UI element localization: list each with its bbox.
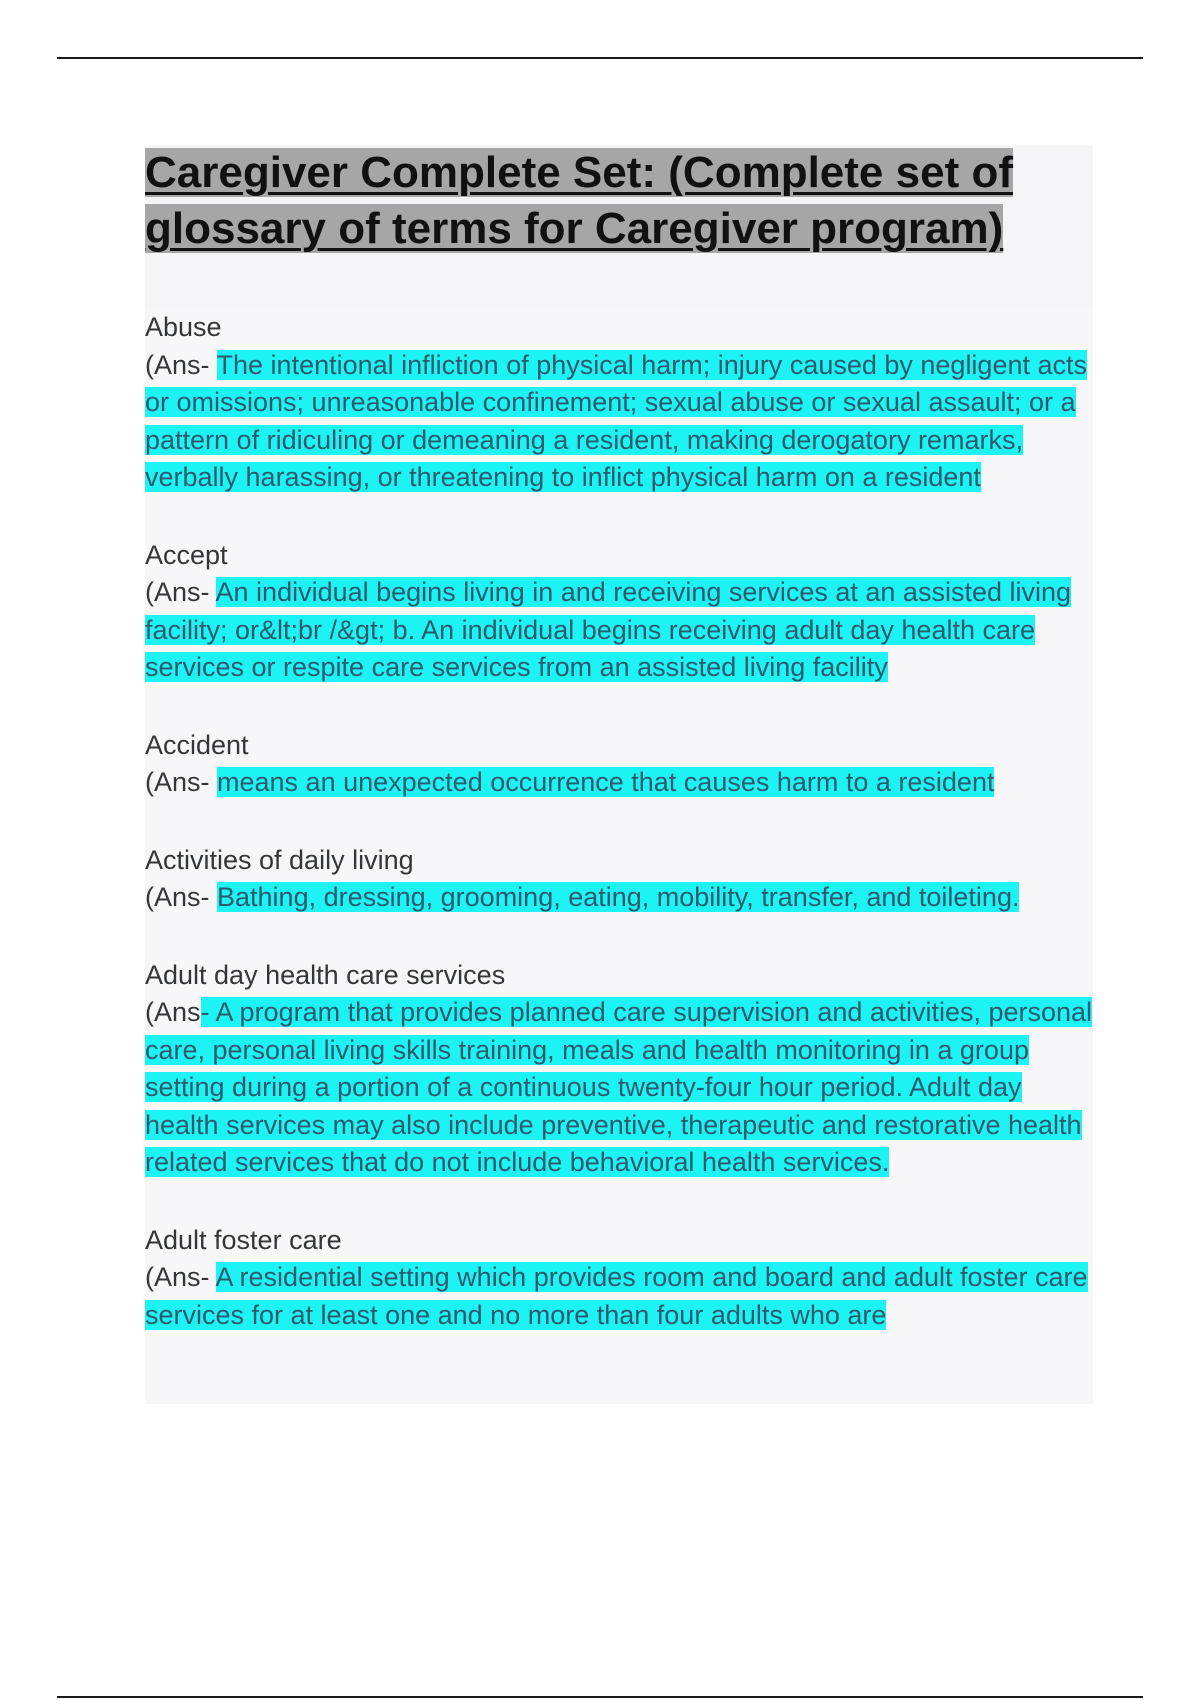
glossary-entry-adult-day-health-care-services [145, 957, 1093, 1182]
entry-definition: - A program that provides planned care supervision and activities, personal care, personal living skills training, meals and health monitoring in a group setting during a portion of a continuous twenty-four hour period. Adult day health services may also include preventive, therapeutic and restorative health related services that do not include behavioral health services. [145, 997, 1093, 1177]
entry-definition: An individual begins living in and receiving services at an assisted living facility; or&lt;br /&gt; b. An individual begins receiving adult day health care services or respite care services from an assisted living facility [145, 577, 1072, 682]
glossary-entry-abuse [145, 309, 1093, 497]
entry-term: Adult foster care [145, 1224, 342, 1255]
header-rule [57, 57, 1143, 59]
entry-answer-prefix: (Ans- [145, 767, 218, 797]
entry-answer-prefix: (Ans- [145, 577, 216, 607]
entry-term: Activities of daily living [145, 844, 414, 875]
entry-definition: The intentional infliction of physical harm; injury caused by negligent acts or omissions; unreasonable confinement; sexual abuse or sexual assault; or a pattern of ridiculing or demeaning a resident, making derogatory remarks, verbally harassing, or threatening to inflict physical harm on a resident [145, 349, 1088, 492]
document-title [145, 145, 1093, 257]
footer-rule [57, 1696, 1143, 1698]
entry-answer-prefix: (Ans- [145, 1262, 216, 1292]
glossary-entry-accident [145, 727, 1093, 802]
entry-term: Adult day health care services [145, 959, 506, 990]
title-block [145, 145, 1093, 309]
entry-definition: means an unexpected occurrence that causes harm to a resident [217, 767, 995, 797]
glossary-entry-accept [145, 537, 1093, 687]
entry-term: Accept [145, 539, 228, 570]
entry-term: Abuse [145, 312, 222, 342]
document-title-text: Caregiver Complete Set: (Complete set of glossary of terms for Caregiver program) [145, 148, 1013, 253]
entry-definition: A residential setting which provides room and board and adult foster care services for at least one and no more than four adults who are [145, 1262, 1088, 1330]
entry-answer-prefix: (Ans- [145, 882, 218, 912]
entry-answer-prefix: (Ans- [145, 349, 217, 380]
document-body [145, 145, 1093, 1404]
entry-term: Accident [145, 729, 249, 760]
entry-answer-prefix: (Ans [145, 997, 201, 1027]
glossary-entry-activities-of-daily-living [145, 842, 1093, 917]
glossary-entry-adult-foster-care [145, 1222, 1093, 1335]
entry-definition: Bathing, dressing, grooming, eating, mobility, transfer, and toileting. [217, 882, 1020, 912]
